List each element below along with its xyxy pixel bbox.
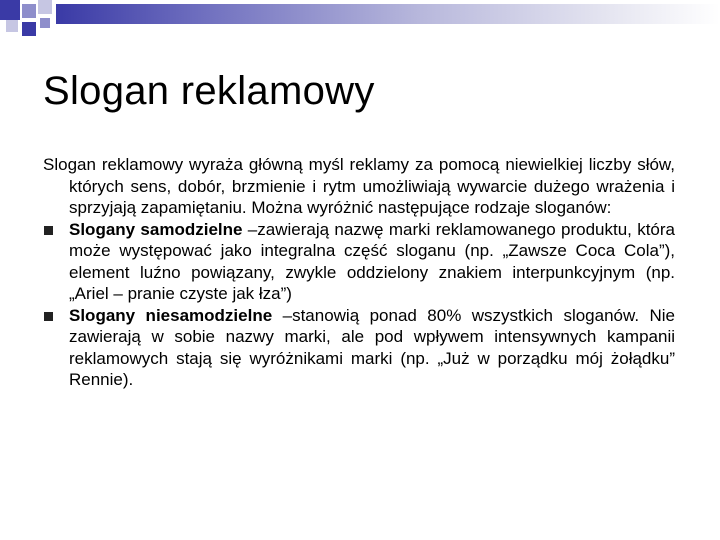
bullet-text: –zawierają nazwę marki reklamowanego produktu, która może występować jako integralna część sloganu (np. „Zawsze Coca Cola”), element luźno powiązany, zwykle oddzielony znakiem interpunkcyjnym (np. „Ariel – pranie czyste jak łza”) — [69, 219, 676, 303]
bullet-term: Slogany niesamodzielne — [69, 305, 273, 325]
bullet-text: –stanowią ponad 80% wszystkich sloganów. Nie zawierają w sobie nazwy marki, ale pod wpływem intensywnych kampanii reklamowych stają się wyróżnikami marki (np. „Już w porządku mój żołądku” Rennie). — [69, 305, 675, 389]
square-bullet-icon — [44, 226, 53, 235]
deco-square — [38, 0, 52, 14]
bullet-item — [43, 305, 675, 391]
decorative-header — [0, 0, 720, 40]
deco-square — [22, 4, 36, 18]
intro-paragraph: Slogan reklamowy wyraża główną myśl reklamy za pomocą niewielkiej liczby słów, których sens, dobór, brzmienie i rytm umożliwiają wywarcie dużego wrażenia i sprzyjają zapamiętaniu. Można wyróżnić następujące rodzaje sloganów: — [43, 155, 675, 217]
deco-square — [0, 0, 20, 20]
deco-square — [40, 18, 50, 28]
square-bullet-icon — [44, 312, 53, 321]
deco-square — [22, 22, 36, 36]
deco-square — [6, 20, 18, 32]
slide-title: Slogan reklamowy — [43, 69, 375, 113]
bullet-item — [43, 219, 675, 305]
gradient-band — [56, 4, 720, 24]
bullet-term: Slogany samodzielne — [69, 219, 243, 239]
bullet-list — [43, 219, 675, 391]
slide-body — [43, 154, 675, 391]
